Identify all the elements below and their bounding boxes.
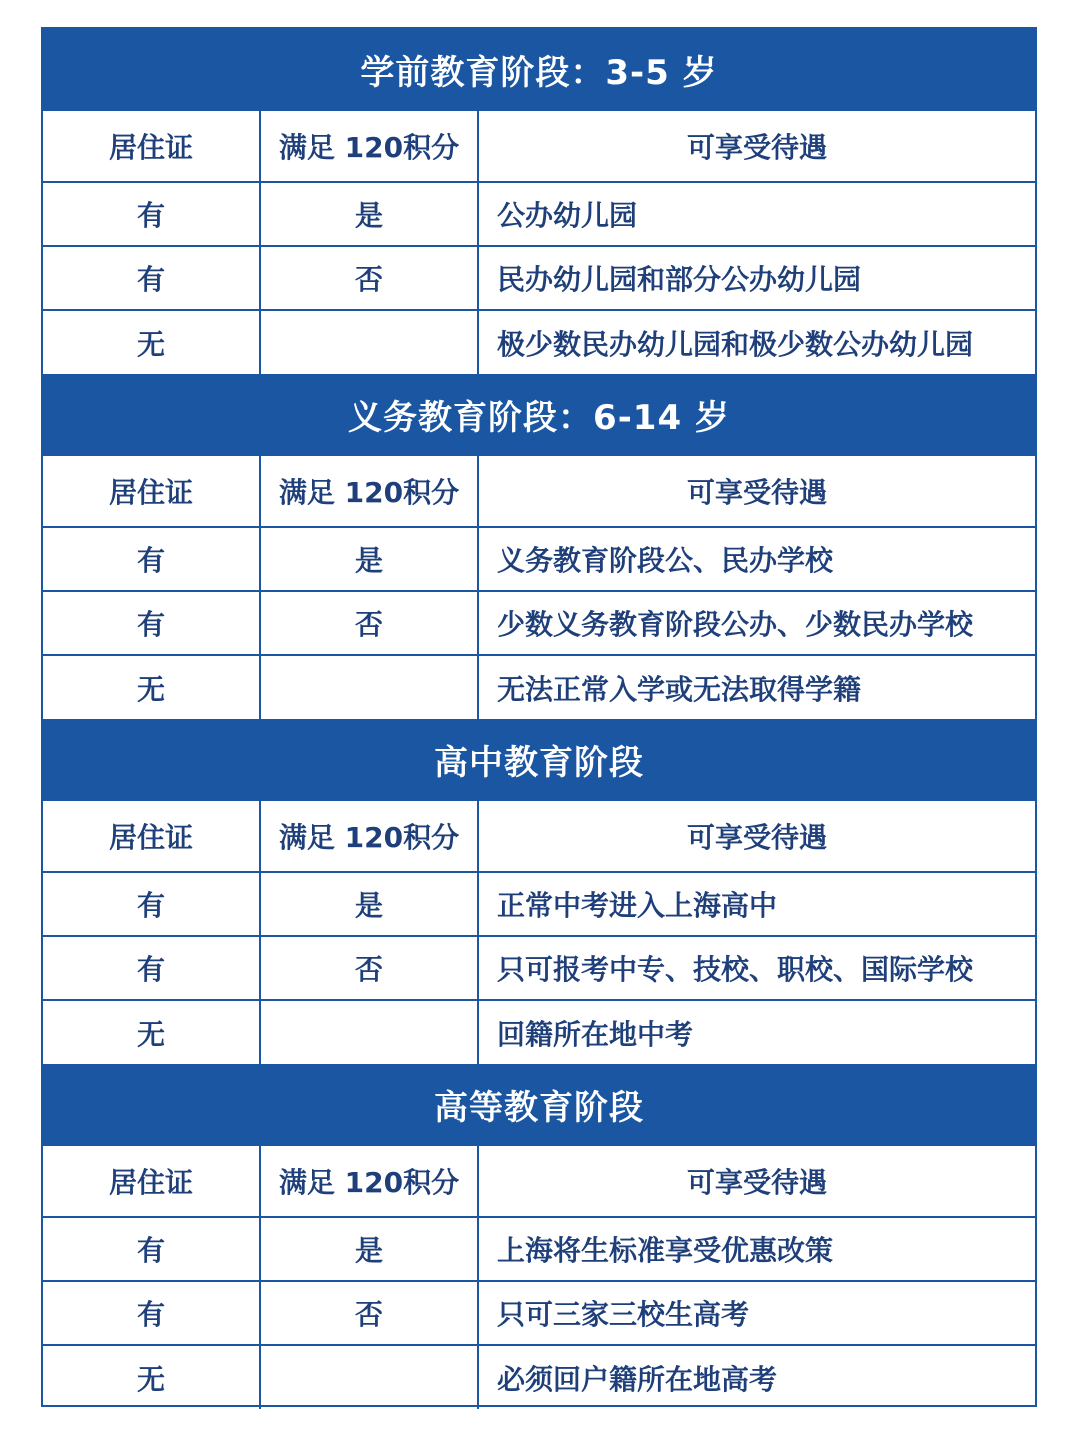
table-row xyxy=(43,181,1035,245)
cell-points: 是 xyxy=(261,528,479,590)
table-header-row xyxy=(43,454,1035,526)
table-row xyxy=(43,871,1035,935)
table-row xyxy=(43,654,1035,719)
header-benefits: 可享受待遇 xyxy=(686,476,827,509)
cell-points: 是 xyxy=(261,873,479,935)
cell-benefit: 只可三家三校生高考 xyxy=(497,1298,750,1331)
cell-benefit: 民办幼儿园和部分公办幼儿园 xyxy=(497,263,862,296)
cell-points: 否 xyxy=(261,592,479,654)
section-title: 义务教育阶段：6-14 岁 xyxy=(43,374,1035,454)
cell-benefit: 无法正常入学或无法取得学籍 xyxy=(497,672,862,706)
cell-benefit: 必须回户籍所在地高考 xyxy=(497,1362,778,1396)
table-header-row xyxy=(43,1144,1035,1216)
header-residence-permit: 居住证 xyxy=(43,111,261,181)
section-compulsory xyxy=(43,374,1035,719)
table-row xyxy=(43,935,1035,999)
table-row xyxy=(43,1280,1035,1344)
header-benefits: 可享受待遇 xyxy=(686,131,827,164)
cell-points xyxy=(261,1001,479,1064)
table-row xyxy=(43,1344,1035,1409)
table-row xyxy=(43,999,1035,1064)
header-residence-permit: 居住证 xyxy=(43,801,261,871)
cell-permit: 无 xyxy=(43,656,261,719)
cell-benefit: 只可报考中专、技校、职校、国际学校 xyxy=(497,953,974,986)
cell-benefit: 回籍所在地中考 xyxy=(497,1017,694,1051)
header-residence-permit: 居住证 xyxy=(43,1146,261,1216)
header-benefits: 可享受待遇 xyxy=(686,821,827,854)
header-points: 满足 120积分 xyxy=(261,456,479,526)
table-row xyxy=(43,245,1035,309)
cell-permit: 无 xyxy=(43,311,261,374)
cell-points: 否 xyxy=(261,1282,479,1344)
header-benefits: 可享受待遇 xyxy=(686,1166,827,1199)
section-higher-education xyxy=(43,1064,1035,1409)
cell-benefit: 上海将生标准享受优惠改策 xyxy=(497,1234,834,1267)
cell-permit: 有 xyxy=(43,183,261,245)
table-row xyxy=(43,590,1035,654)
cell-permit: 有 xyxy=(43,1282,261,1344)
section-title: 学前教育阶段：3-5 岁 xyxy=(43,29,1035,109)
cell-permit: 有 xyxy=(43,247,261,309)
header-points: 满足 120积分 xyxy=(261,801,479,871)
cell-benefit: 极少数民办幼儿园和极少数公办幼儿园 xyxy=(497,327,974,361)
cell-permit: 无 xyxy=(43,1346,261,1409)
section-title: 高中教育阶段 xyxy=(43,719,1035,799)
header-residence-permit: 居住证 xyxy=(43,456,261,526)
cell-points: 否 xyxy=(261,247,479,309)
table-row xyxy=(43,526,1035,590)
table-header-row xyxy=(43,799,1035,871)
cell-points: 是 xyxy=(261,1218,479,1280)
cell-points: 否 xyxy=(261,937,479,999)
cell-permit: 有 xyxy=(43,592,261,654)
cell-benefit: 公办幼儿园 xyxy=(497,199,638,232)
cell-benefit: 少数义务教育阶段公办、少数民办学校 xyxy=(497,608,974,641)
table-header-row xyxy=(43,109,1035,181)
section-preschool xyxy=(43,29,1035,374)
cell-points: 是 xyxy=(261,183,479,245)
table-row xyxy=(43,1216,1035,1280)
education-benefits-table xyxy=(41,27,1037,1407)
cell-permit: 无 xyxy=(43,1001,261,1064)
header-points: 满足 120积分 xyxy=(261,1146,479,1216)
cell-benefit: 义务教育阶段公、民办学校 xyxy=(497,544,834,577)
cell-permit: 有 xyxy=(43,873,261,935)
cell-benefit: 正常中考进入上海高中 xyxy=(497,889,778,922)
cell-permit: 有 xyxy=(43,528,261,590)
section-title: 高等教育阶段 xyxy=(43,1064,1035,1144)
cell-points xyxy=(261,656,479,719)
header-points: 满足 120积分 xyxy=(261,111,479,181)
section-high-school xyxy=(43,719,1035,1064)
cell-permit: 有 xyxy=(43,937,261,999)
cell-permit: 有 xyxy=(43,1218,261,1280)
cell-points xyxy=(261,1346,479,1409)
table-row xyxy=(43,309,1035,374)
cell-points xyxy=(261,311,479,374)
